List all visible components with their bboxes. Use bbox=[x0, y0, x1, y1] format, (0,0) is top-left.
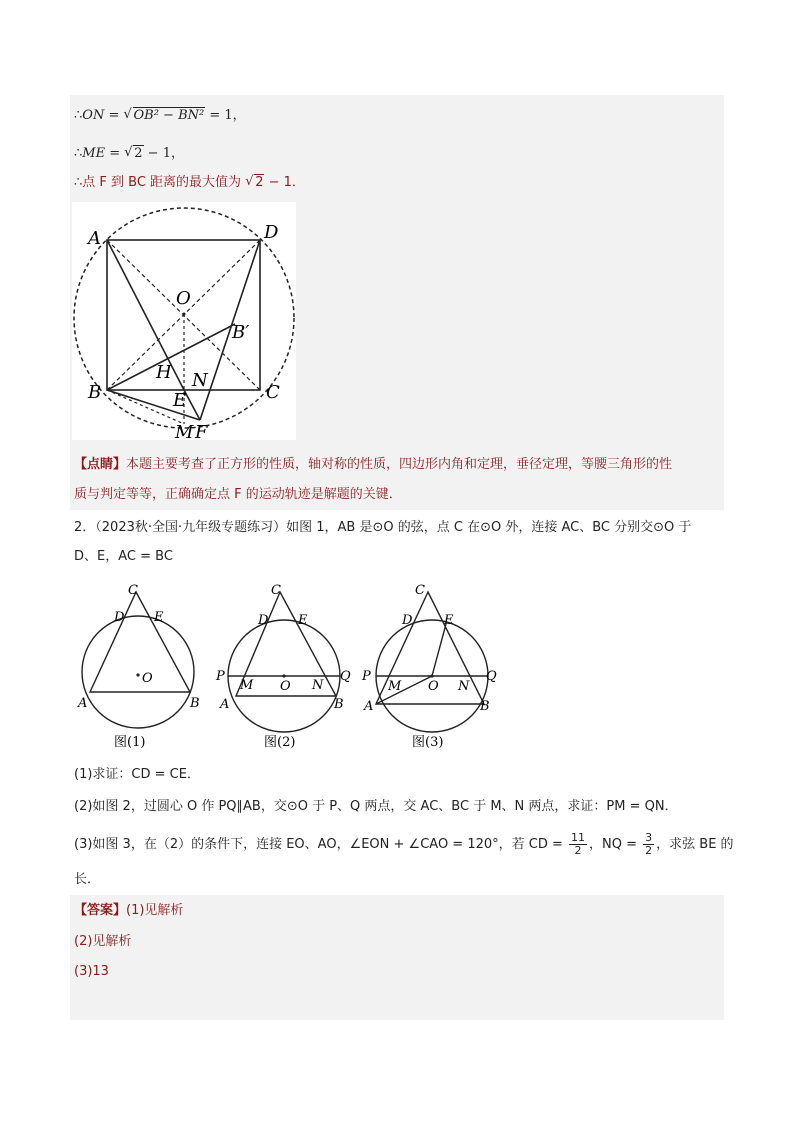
fraction-cd: $\frac{11}{2}$ bbox=[571, 831, 586, 857]
problem-figure-2 bbox=[214, 580, 359, 752]
sqrt-expression: √ 2 bbox=[245, 173, 264, 193]
answer-line-1: 【答案】(1)见解析 bbox=[74, 903, 184, 918]
comment-line-2: 质与判定等等，正确确定点 F 的运动轨迹是解题的关键． bbox=[74, 487, 402, 502]
comment-line-1: 【点睛】本题主要考查了正方形的性质，轴对称的性质，四边形内角和定理，垂径定理，等腰三角形的性 bbox=[74, 457, 673, 472]
label-A: A bbox=[88, 228, 101, 249]
label-P: P bbox=[362, 669, 371, 684]
label-H: H bbox=[156, 362, 172, 383]
solution-line-1: ∴ON = √ OB² − BN² = 1， bbox=[74, 106, 246, 126]
label-C: C bbox=[128, 583, 138, 598]
label-A: A bbox=[364, 699, 374, 714]
label-B: B bbox=[88, 382, 102, 403]
problem-line-2: D、E，AC = BC bbox=[74, 549, 173, 564]
label-N: N bbox=[312, 678, 324, 693]
label-A: A bbox=[220, 697, 230, 712]
label-A: A bbox=[78, 696, 88, 711]
sqrt-expression: √ 2 bbox=[124, 144, 143, 164]
label-B: B bbox=[480, 699, 490, 714]
label-B: B bbox=[334, 697, 344, 712]
label-Q: Q bbox=[486, 669, 497, 684]
label-N: N bbox=[458, 679, 470, 694]
part-3-cont: 长． bbox=[74, 872, 101, 887]
square-circle-figure bbox=[72, 202, 296, 440]
label-O: O bbox=[142, 671, 153, 686]
solution-line-3: ∴点 F 到 BC 距离的最大值为 √ 2 − 1． bbox=[74, 173, 305, 193]
comment-tag: 【点睛】 bbox=[74, 457, 127, 472]
label-P: P bbox=[216, 669, 225, 684]
label-C: C bbox=[266, 382, 280, 403]
problem-line-1: 2．（2023秋·全国·九年级专题练习）如图 1，AB 是⊙O 的弦，点 C 在⊙O 外，连接 AC、BC 分别交⊙O 于 bbox=[74, 520, 692, 535]
label-D: D bbox=[258, 613, 269, 628]
part-1: (1)求证：CD = CE． bbox=[74, 767, 200, 782]
label-B-prime: B′ bbox=[232, 322, 250, 343]
label-M: M bbox=[240, 678, 254, 693]
label-C: C bbox=[415, 583, 425, 598]
label-E: E bbox=[173, 390, 187, 411]
label-E: E bbox=[298, 613, 308, 628]
label-D: D bbox=[114, 610, 125, 625]
answer-tag: 【答案】 bbox=[74, 903, 127, 918]
label-M: M bbox=[175, 422, 194, 440]
answer-line-3: (3)13 bbox=[74, 964, 109, 979]
solution-line-2: ∴ME = √ 2 − 1， bbox=[74, 144, 184, 164]
figure-caption: 图(2) bbox=[264, 735, 296, 750]
label-C: C bbox=[271, 583, 281, 598]
label-E: E bbox=[444, 613, 454, 628]
label-B: B bbox=[190, 696, 200, 711]
label-F: F bbox=[195, 422, 208, 440]
label-O: O bbox=[280, 679, 291, 694]
label-D: D bbox=[402, 613, 413, 628]
fraction-nq: $\frac{3}{2}$ bbox=[645, 831, 653, 857]
problem-figure-1 bbox=[74, 580, 214, 752]
part-3: (3)如图 3，在（2）的条件下，连接 EO、AO，∠EON + ∠CAO = 120°，若 CD = $\frac{11}{2}$ ，NQ = $\frac{3}{2}$ ，求弦 BE 的 bbox=[74, 831, 734, 857]
figure-caption: 图(3) bbox=[412, 735, 444, 750]
label-O: O bbox=[428, 679, 439, 694]
part-2: (2)如图 2，过圆心 O 作 PQ∥AB，交⊙O 于 P、Q 两点，交 AC、BC 于 M、N 两点，求证：PM = QN． bbox=[74, 799, 678, 814]
figure-caption: 图(1) bbox=[114, 735, 146, 750]
label-E: E bbox=[154, 610, 164, 625]
label-Q: Q bbox=[340, 669, 351, 684]
label-O: O bbox=[176, 288, 191, 309]
answer-line-2: (2)见解析 bbox=[74, 934, 132, 949]
problem-figure-3 bbox=[360, 580, 505, 752]
label-N: N bbox=[192, 370, 208, 391]
label-D: D bbox=[264, 222, 279, 243]
sqrt-expression: √ OB² − BN² bbox=[124, 106, 206, 126]
therefore-symbol: ∴ bbox=[74, 108, 83, 123]
label-M: M bbox=[388, 679, 402, 694]
